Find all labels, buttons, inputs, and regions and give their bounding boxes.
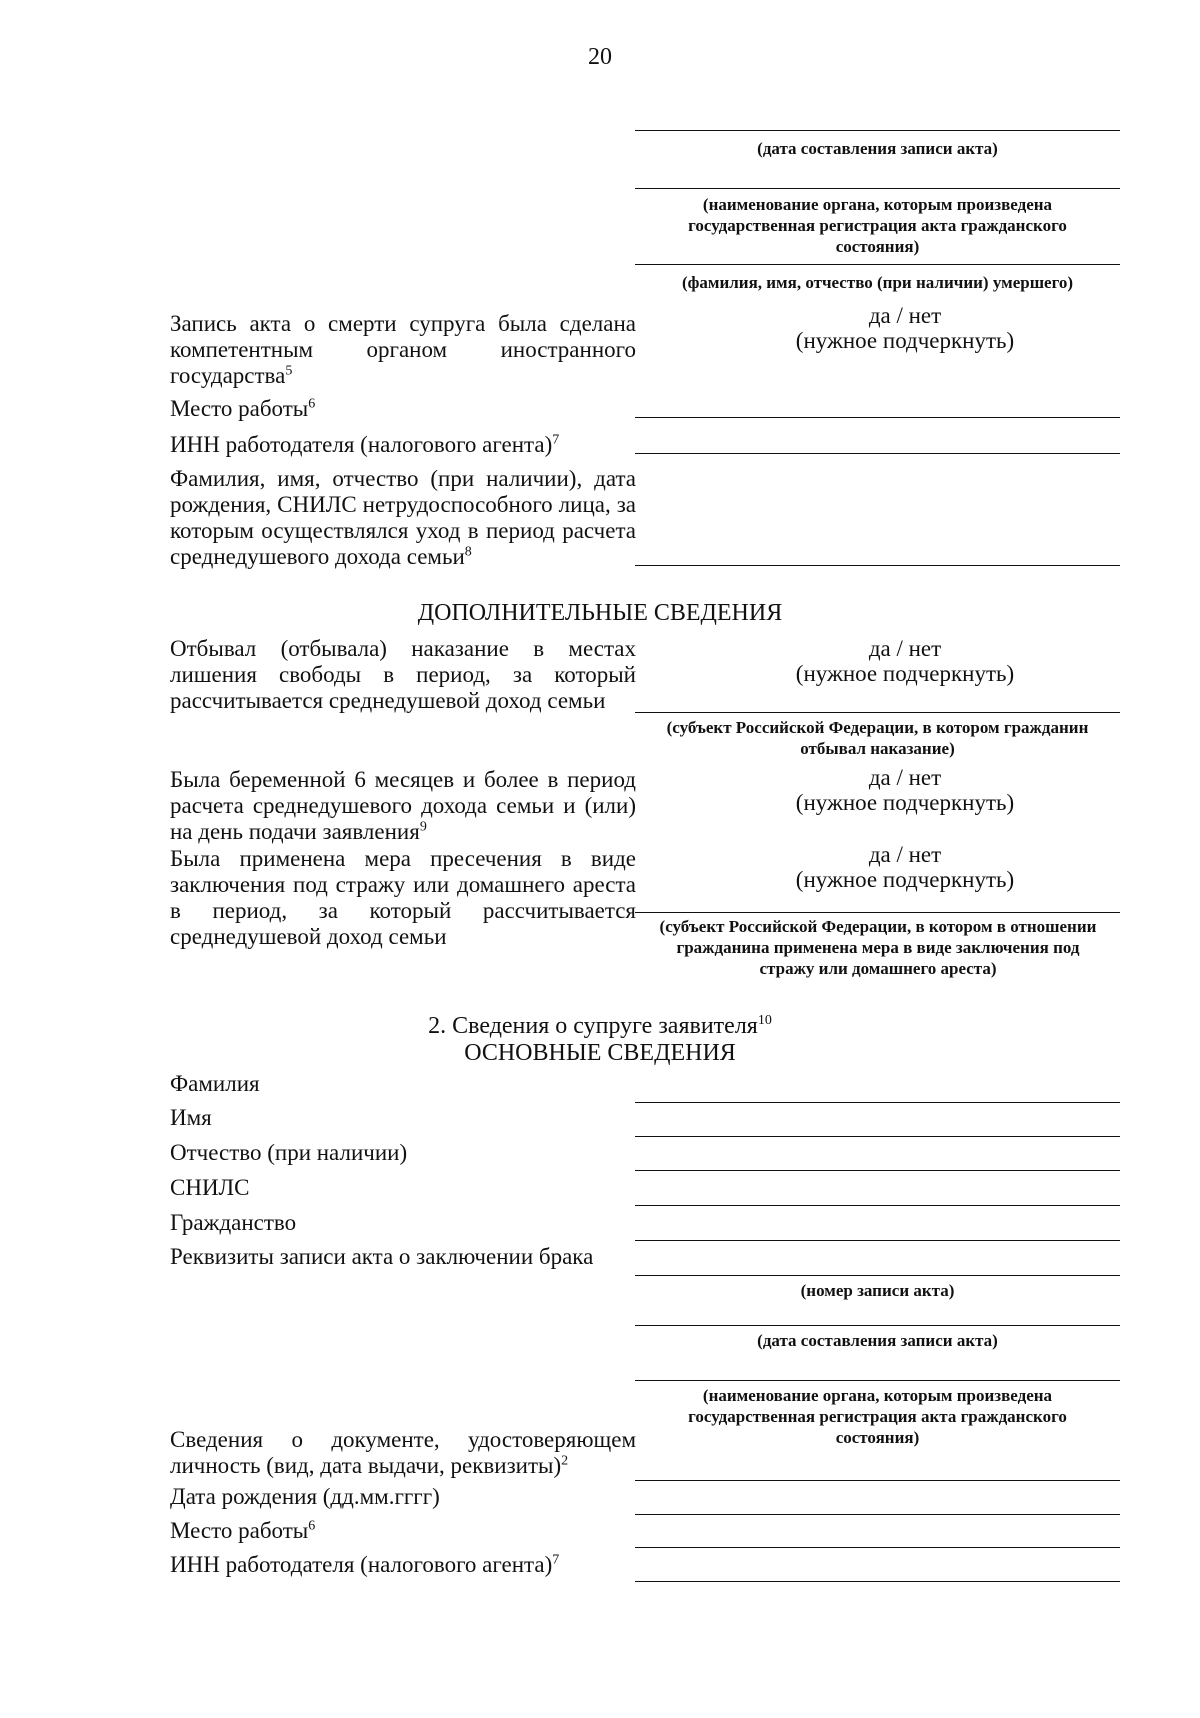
spouse-record-number-caption: (номер записи акта) (800, 1281, 955, 1300)
spouse-patronymic-label: Отчество (при наличии) (170, 1140, 408, 1165)
pregnant-label: Была беременной 6 месяцев и более в период расчета среднедушевого дохода семьи и (или) на день подачи заявления$^9$ (170, 767, 636, 844)
spouse-section-title: 2. Сведения о супруге заявителя$^{10}$ (428, 1013, 772, 1039)
spouse-name-label: Имя (170, 1105, 212, 1130)
spouse-basic-heading: ОСНОВНЫЕ СВЕДЕНИЯ (464, 1040, 736, 1066)
detention-region-field[interactable] (635, 912, 1120, 913)
employer-inn-field[interactable] (635, 453, 1120, 454)
deceased-name-caption: (фамилия, имя, отчество (при наличии) умершего) (681, 273, 1074, 292)
spouse-record-date-field[interactable] (635, 1325, 1120, 1326)
workplace-label: Место работы$^6$ (170, 396, 316, 421)
registry-body-caption: (наименование органа, которым произведена государственная регистрация акта гражданского состояния) (688, 195, 1067, 256)
foreign-record-choice-hint: (нужное подчеркнуть) (795, 328, 1015, 353)
act-date-caption: (дата составления записи акта) (757, 139, 998, 158)
spouse-name-field[interactable] (635, 1136, 1120, 1137)
spouse-registry-body-caption: (наименование органа, которым произведена государственная регистрация акта гражданского состояния) (688, 1386, 1067, 1447)
care-person-label: Фамилия, имя, отчество (при наличии), дата рождения, СНИЛС нетрудоспособного лица, за которым осуществлялся уход в период расчета среднедушевого дохода семьи$^8$ (170, 466, 636, 569)
spouse-citizenship-label: Гражданство (170, 1210, 297, 1235)
foreign-record-choice[interactable]: да / нет (868, 303, 942, 328)
act-date-line[interactable] (635, 130, 1120, 131)
registry-body-line[interactable] (635, 188, 1120, 189)
employer-inn-label: ИНН работодателя (налогового агента)$^7$ (170, 432, 560, 457)
spouse-id-document-label: Сведения о документе, удостоверяющем личность (вид, дата выдачи, реквизиты)$^2$ (170, 1427, 636, 1478)
workplace-field[interactable] (635, 417, 1120, 418)
spouse-workplace-field[interactable] (635, 1547, 1120, 1548)
spouse-birth-date-label: Дата рождения (дд.мм.гггг) (170, 1484, 440, 1509)
spouse-snils-label: СНИЛС (170, 1175, 250, 1200)
additional-heading: ДОПОЛНИТЕЛЬНЫЕ СВЕДЕНИЯ (417, 600, 783, 626)
prison-region-field[interactable] (635, 712, 1120, 713)
spouse-employer-inn-field[interactable] (635, 1581, 1120, 1582)
spouse-birth-date-field[interactable] (635, 1514, 1120, 1515)
spouse-surname-label: Фамилия (170, 1071, 260, 1096)
detention-choice[interactable]: да / нет (868, 842, 942, 867)
page-number: 20 (588, 44, 612, 70)
spouse-registry-body-field[interactable] (635, 1380, 1120, 1381)
prison-label: Отбывал (отбывала) наказание в местах лишения свободы в период, за который рассчитывается среднедушевой доход семьи (170, 636, 636, 713)
foreign-record-label: Запись акта о смерти супруга была сделана компетентным органом иностранного государства$^5$ (170, 311, 636, 388)
spouse-snils-field[interactable] (635, 1205, 1120, 1206)
prison-choice[interactable]: да / нет (868, 636, 942, 661)
spouse-record-number-field[interactable] (635, 1275, 1120, 1276)
spouse-marriage-record-label: Реквизиты записи акта о заключении брака (170, 1244, 594, 1269)
detention-choice-hint: (нужное подчеркнуть) (795, 867, 1015, 892)
detention-region-caption: (субъект Российской Федерации, в котором в отношении гражданина применена мера в виде заключения под стражу или домашнего ареста) (659, 917, 1097, 978)
spouse-patronymic-field[interactable] (635, 1170, 1120, 1171)
prison-region-caption: (субъект Российской Федерации, в котором гражданин отбывал наказание) (666, 718, 1089, 758)
care-person-field[interactable] (635, 565, 1120, 566)
pregnant-choice[interactable]: да / нет (868, 765, 942, 790)
spouse-surname-field[interactable] (635, 1102, 1120, 1103)
detention-label: Была применена мера пресечения в виде заключения под стражу или домашнего ареста в период, за который рассчитывается среднедушевой доход семьи (170, 846, 636, 949)
spouse-id-document-field[interactable] (635, 1480, 1120, 1481)
spouse-citizenship-field[interactable] (635, 1240, 1120, 1241)
deceased-name-line[interactable] (635, 264, 1120, 265)
spouse-record-date-caption: (дата составления записи акта) (757, 1331, 998, 1350)
prison-choice-hint: (нужное подчеркнуть) (795, 661, 1015, 686)
spouse-workplace-label: Место работы$^6$ (170, 1518, 316, 1543)
pregnant-choice-hint: (нужное подчеркнуть) (795, 790, 1015, 815)
spouse-employer-inn-label: ИНН работодателя (налогового агента)$^7$ (170, 1552, 560, 1577)
